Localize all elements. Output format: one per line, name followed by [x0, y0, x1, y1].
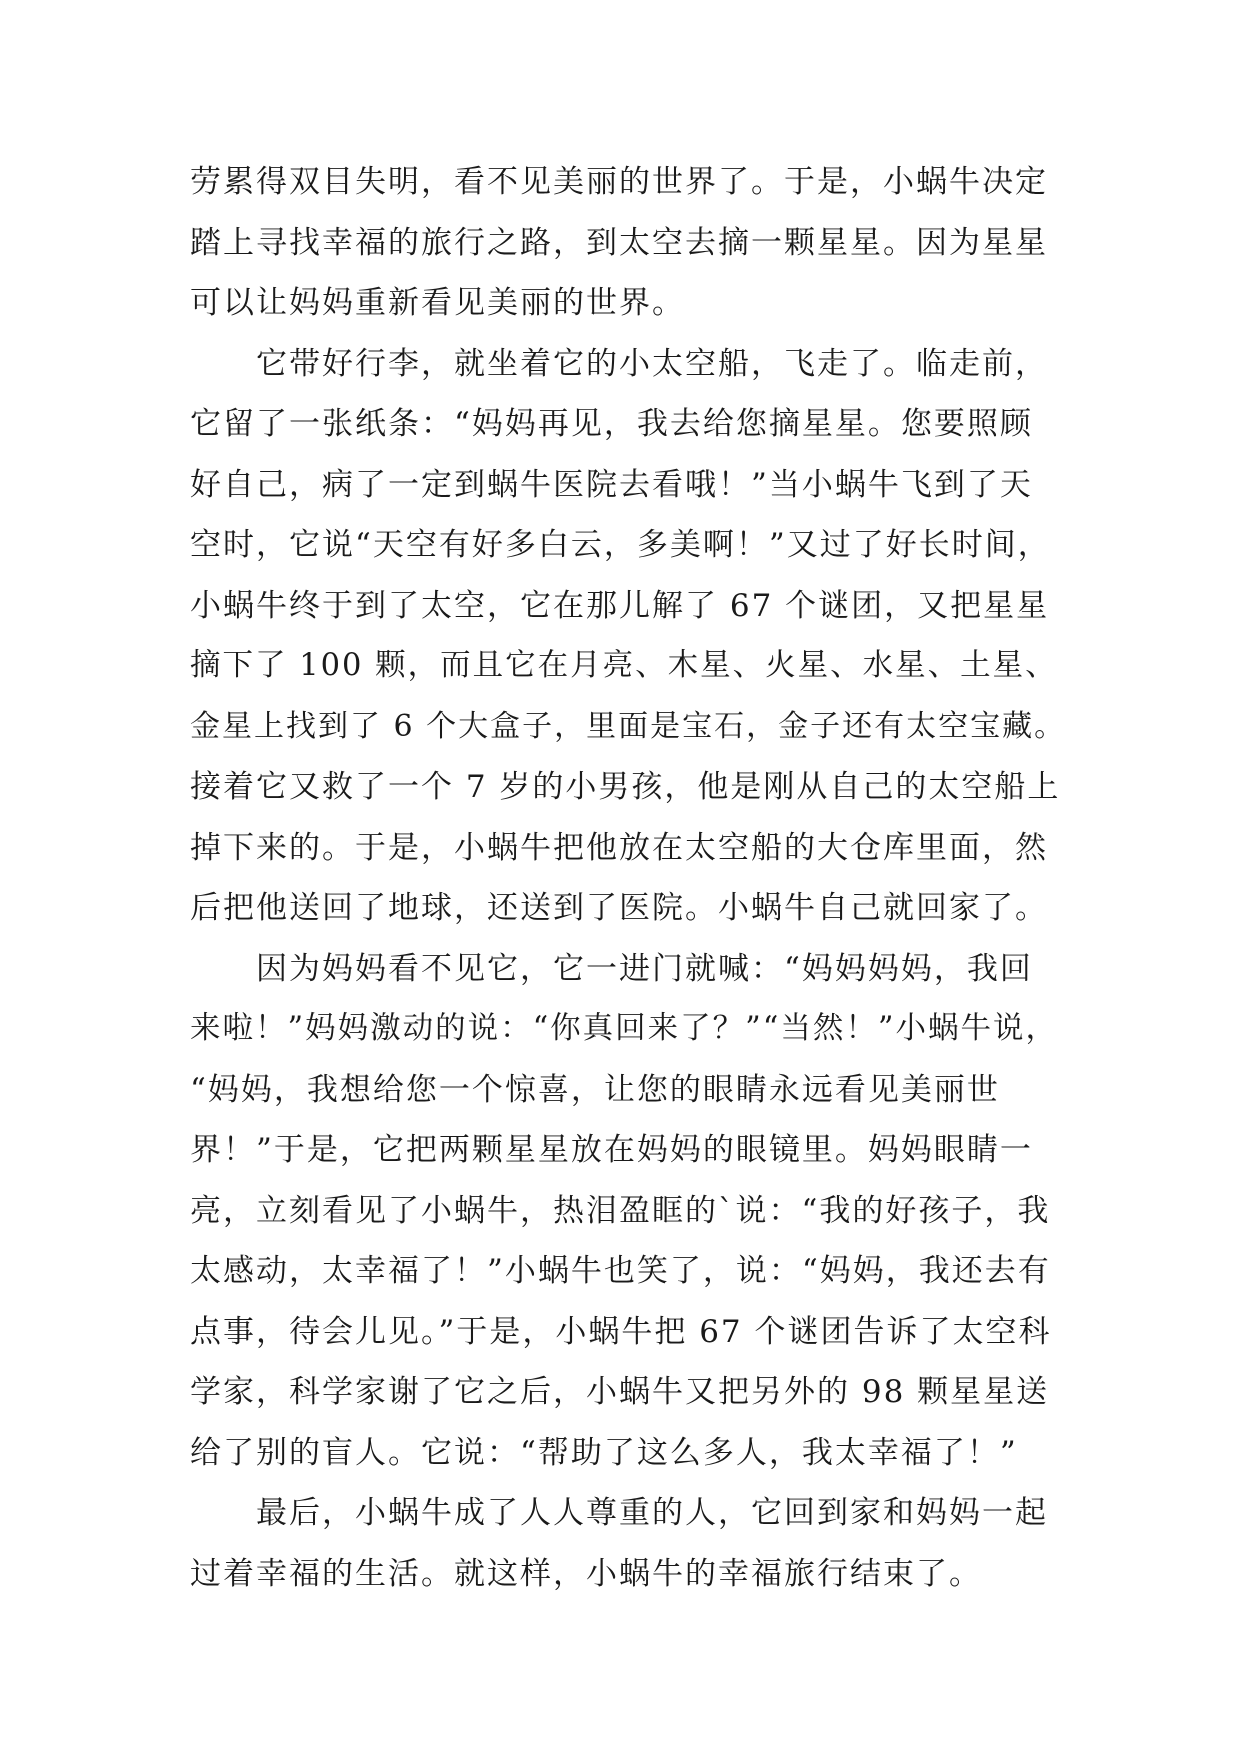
text-line: 好自己，病了一定到蜗牛医院去看哦！”当小蜗牛飞到了天	[190, 466, 1033, 503]
text-line: 接着它又救了一个 7 岁的小男孩，他是刚从自己的太空船上	[190, 769, 1061, 805]
text-line: 踏上寻找幸福的旅行之路，到太空去摘一颗星星。因为星星	[190, 224, 1048, 261]
text-line: “妈妈，我想给您一个惊喜，让您的眼睛永远看见美丽世	[190, 1071, 1000, 1108]
text-line: 最后，小蜗牛成了人人尊重的人，它回到家和妈妈一起	[256, 1495, 1048, 1531]
text-line: 因为妈妈看不见它，它一进门就喊：“妈妈妈妈，我回	[256, 950, 1033, 987]
text-line: 它带好行李，就坐着它的小太空船，飞走了。临走前，	[256, 345, 1048, 382]
text-line: 小蜗牛终于到了太空，它在那儿解了 67 个谜团，又把星星	[190, 587, 1050, 624]
text-line: 界！”于是，它把两颗星星放在妈妈的眼镜里。妈妈眼睛一	[190, 1132, 1033, 1168]
text-line: 学家，科学家谢了它之后，小蜗牛又把另外的 98 颗星星送	[190, 1374, 1050, 1410]
text-line: 空时，它说“天空有好多白云，多美啊！”又过了好长时间，	[190, 527, 1051, 563]
text-line: 点事，待会儿见。”于是，小蜗牛把 67 个谜团告诉了太空科	[190, 1313, 1052, 1350]
text-line: 亮，立刻看见了小蜗牛，热泪盈眶的`说：“我的好孩子，我	[190, 1192, 1051, 1229]
story-body	[190, 152, 1070, 1604]
text-line: 劳累得双目失明，看不见美丽的世界了。于是，小蜗牛决定	[190, 164, 1048, 200]
text-line: 来啦！”妈妈激动的说：“你真回来了？”“当然！”小蜗牛说，	[190, 1011, 1058, 1046]
text-line: 它留了一张纸条：“妈妈再见，我去给您摘星星。您要照顾	[190, 406, 1033, 442]
text-line: 给了别的盲人。它说：“帮助了这么多人，我太幸福了！”	[190, 1434, 1018, 1471]
text-line: 金星上找到了 6 个大盒子，里面是宝石，金子还有太空宝藏。	[190, 708, 1067, 744]
text-line: 摘下了 100 颗，而且它在月亮、木星、火星、水星、土星、	[190, 648, 1058, 683]
text-line: 太感动，太幸福了！”小蜗牛也笑了，说：“妈妈，我还去有	[190, 1253, 1051, 1289]
text-line: 掉下来的。于是，小蜗牛把他放在太空船的大仓库里面，然	[190, 829, 1048, 866]
text-line: 可以让妈妈重新看见美丽的世界。	[190, 285, 685, 321]
text-line: 后把他送回了地球，还送到了医院。小蜗牛自己就回家了。	[190, 890, 1048, 926]
text-line: 过着幸福的生活。就这样，小蜗牛的幸福旅行结束了。	[190, 1555, 982, 1592]
